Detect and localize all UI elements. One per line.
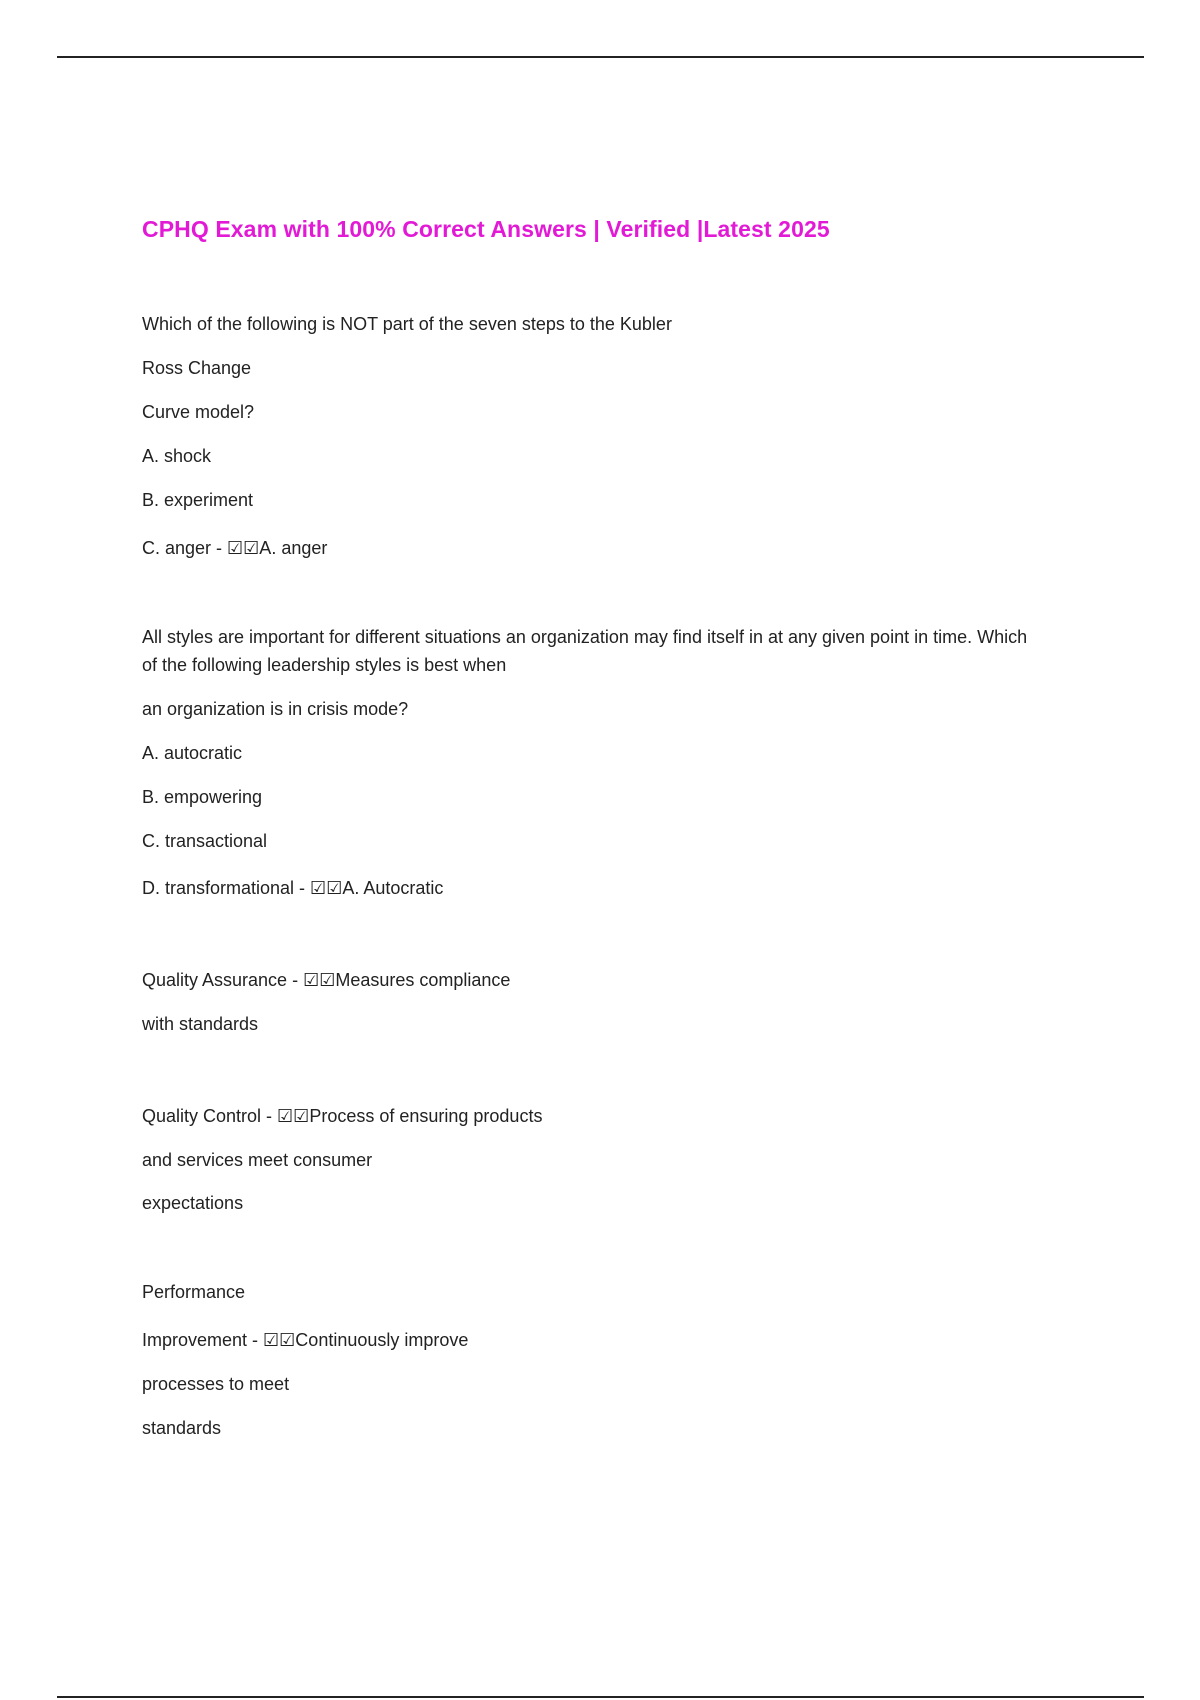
footer-rule [57,1696,1144,1698]
question-line: an organization is in crisis mode? [142,699,409,719]
question-line: Ross Change [142,358,252,378]
option-answer-line: D. transformational - ☑☑A. Autocratic [142,878,444,898]
term-definition-line: Performance [142,1282,246,1302]
option-line: A. shock [142,446,212,466]
term-definition-line: standards [142,1418,222,1438]
term-definition-line: with standards [142,1014,259,1034]
document-title: CPHQ Exam with 100% Correct Answers | Verified |Latest 2025 [142,216,830,242]
option-line: C. transactional [142,831,268,851]
question-line: Curve model? [142,402,255,422]
question-line: Which of the following is NOT part of the seven steps to the Kubler [142,314,672,334]
question-paragraph: All styles are important for different situations an organization may find itself in at any given point in time. Which of the following leadership styles is best when [142,627,1028,675]
term-definition-line: Quality Control - ☑☑Process of ensuring products [142,1106,543,1126]
term-definition-line: Improvement - ☑☑Continuously improve [142,1330,469,1350]
header-rule [57,56,1144,58]
term-definition-line: and services meet consumer [142,1150,373,1170]
option-line: B. empowering [142,787,263,807]
option-line: B. experiment [142,490,254,510]
option-line: A. autocratic [142,743,243,763]
term-definition-line: processes to meet [142,1374,290,1394]
term-definition-line: expectations [142,1193,244,1213]
option-answer-line: C. anger - ☑☑A. anger [142,538,328,558]
term-definition-line: Quality Assurance - ☑☑Measures compliance [142,970,511,990]
